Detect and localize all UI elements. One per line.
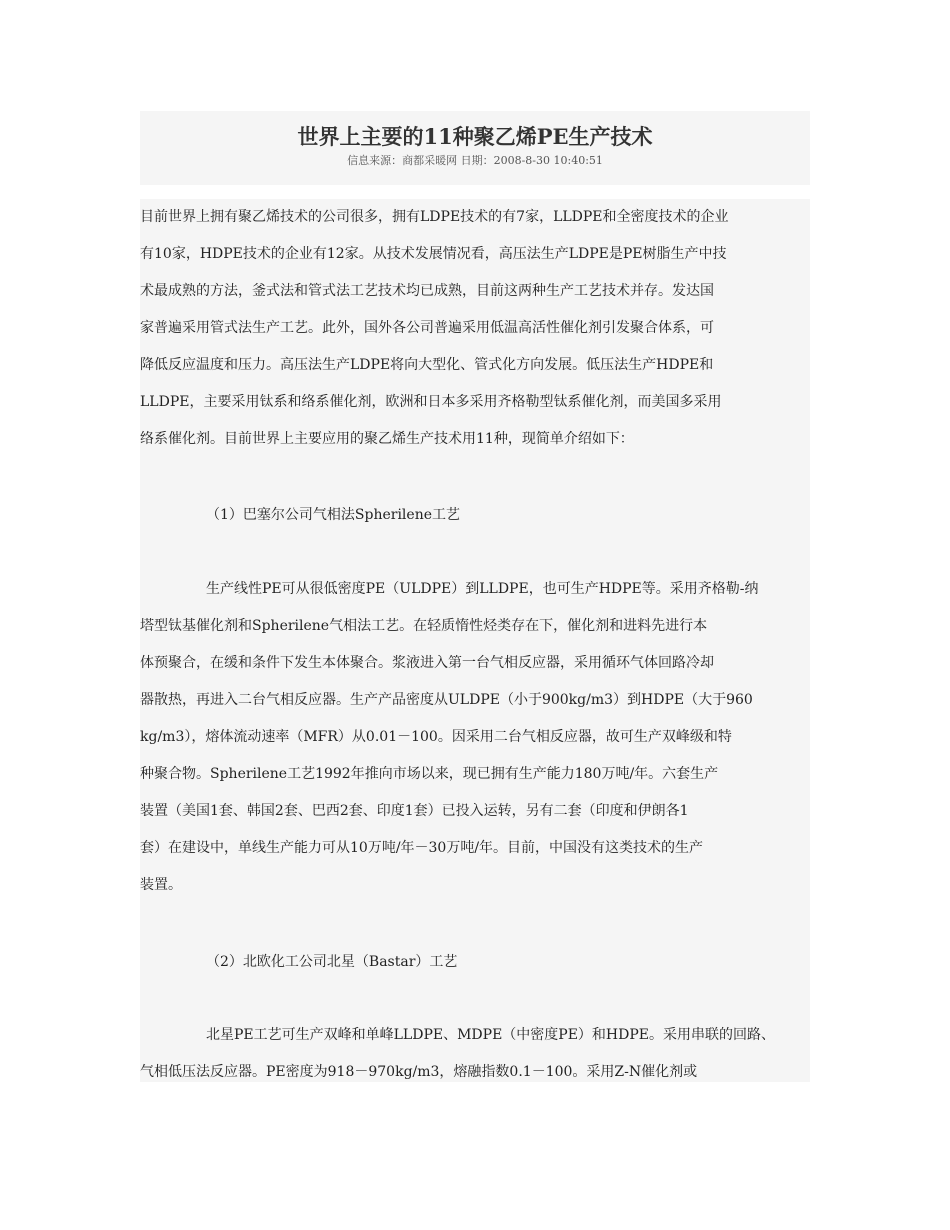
paragraph-line: 套）在建设中，单线生产能力可从10万吨/年－30万吨/年。目前，中国没有这类技术的生产	[140, 840, 704, 856]
article-meta: 信息来源：商都采暖网 日期：2008-8-30 10:40:51	[347, 154, 603, 167]
section-heading: （2）北欧化工公司北星（Bastar）工艺	[206, 954, 458, 970]
article-header	[140, 111, 810, 185]
paragraph-line: 北星PE工艺可生产双峰和单峰LLDPE、MDPE（中密度PE）和HDPE。采用串联的回路、	[206, 1027, 776, 1043]
paragraph-line: 装置（美国1套、韩国2套、巴西2套、印度1套）已投入运转，另有二套（印度和伊朗各1	[140, 803, 689, 819]
paragraph-line: 家普遍采用管式法生产工艺。此外，国外各公司普遍采用低温高活性催化剂引发聚合体系，可	[140, 320, 714, 336]
paragraph-line: 气相低压法反应器。PE密度为918－970kg/m3，熔融指数0.1－100。采用Z-N催化剂或	[140, 1064, 698, 1080]
article-body	[140, 199, 810, 1082]
paragraph-line: 术最成熟的方法，釜式法和管式法工艺技术均已成熟，目前这两种生产工艺技术并存。发达国	[140, 283, 714, 299]
paragraph-line: 目前世界上拥有聚乙烯技术的公司很多，拥有LDPE技术的有7家，LLDPE和全密度技术的企业	[140, 209, 729, 225]
paragraph-line: 器散热，再进入二台气相反应器。生产产品密度从ULDPE（小于900kg/m3）到HDPE（大于960	[140, 692, 753, 708]
paragraph-line: 有10家，HDPE技术的企业有12家。从技术发展情况看，高压法生产LDPE是PE树脂生产中技	[140, 246, 727, 262]
paragraph-line: LLDPE，主要采用钛系和络系催化剂，欧洲和日本多采用齐格勒型钛系催化剂，而美国多采用	[140, 394, 722, 410]
section-heading: （1）巴塞尔公司气相法Spherilene工艺	[206, 507, 460, 523]
paragraph-line: 种聚合物。Spherilene工艺1992年推向市场以来，现已拥有生产能力180万吨/年。六套生产	[140, 766, 719, 782]
paragraph-line: 装置。	[140, 877, 182, 893]
paragraph-line: kg/m3），熔体流动速率（MFR）从0.01－100。因采用二台气相反应器，故可生产双峰级和特	[140, 729, 732, 745]
paragraph-line: 体预聚合，在缓和条件下发生本体聚合。浆液进入第一台气相反应器，采用循环气体回路冷却	[140, 655, 714, 671]
article-title: 世界上主要的11种聚乙烯PE生产技术	[297, 124, 653, 149]
paragraph-line: 塔型钛基催化剂和Spherilene气相法工艺。在轻质惰性烃类存在下，催化剂和进料先进行本	[140, 618, 708, 634]
paragraph-line: 降低反应温度和压力。高压法生产LDPE将向大型化、管式化方向发展。低压法生产HDPE和	[140, 357, 714, 373]
paragraph-line: 生产线性PE可从很低密度PE（ULDPE）到LLDPE，也可生产HDPE等。采用齐格勒-纳	[206, 581, 759, 597]
paragraph-line: 络系催化剂。目前世界上主要应用的聚乙烯生产技术用11种，现简单介绍如下：	[140, 431, 634, 447]
